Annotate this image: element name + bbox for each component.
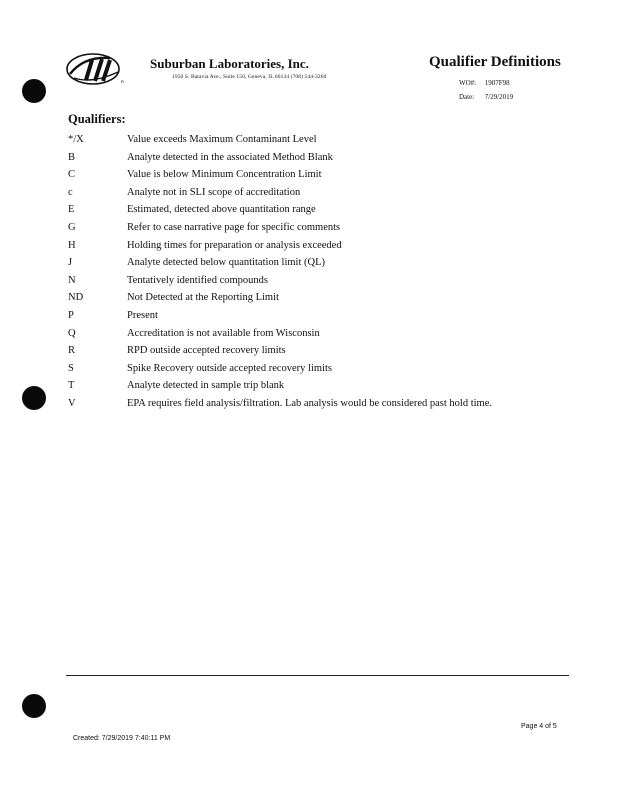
qualifiers-heading: Qualifiers: [68,112,126,126]
work-order-value: 1907F98 [484,79,510,87]
qualifier-row [68,254,492,272]
qualifier-description: EPA requires field analysis/filtration. Lab analysis would be considered past hold time. [127,397,492,409]
work-order-label: WO#: [459,79,477,87]
qualifier-code: */X [68,134,84,145]
company-name: Suburban Laboratories, Inc. [150,56,309,71]
qualifier-description: Tentatively identified compounds [127,274,268,286]
qualifier-row [68,149,492,167]
qualifier-description: Refer to case narrative page for specific comments [127,221,341,233]
qualifier-description: Analyte detected below quantitation limit (QL) [127,257,325,269]
date-value: 7/29/2019 [484,93,514,101]
qualifier-code: R [68,345,76,357]
qualifier-code: c [68,186,73,198]
qualifier-code: J [68,257,73,269]
date-row [459,93,513,101]
qualifier-code: H [68,239,76,251]
qualifier-row [68,360,492,378]
qualifier-description: Analyte detected in sample trip blank [127,380,285,392]
qualifier-code: T [68,380,75,392]
qualifier-row [68,219,492,237]
work-order-row [459,79,510,87]
footer-divider [66,675,569,676]
qualifier-row [68,184,492,202]
qualifier-description: Value is below Minimum Concentration Limit [127,169,322,181]
qualifier-code: E [68,204,75,216]
qualifier-row [68,289,492,307]
qualifier-description: Not Detected at the Reporting Limit [127,292,279,304]
company-logo [66,52,128,86]
punch-hole-middle [22,386,46,410]
qualifier-row [68,377,492,395]
document-title: Qualifier Definitions [429,54,561,70]
qualifier-description: Analyte not in SLI scope of accreditation [127,186,301,198]
qualifier-row [68,131,492,149]
qualifier-code: S [68,362,74,374]
qualifier-row [68,237,492,255]
created-timestamp: Created: 7/29/2019 7:40:11 PM [73,735,171,742]
qualifier-description: Holding times for preparation or analysis exceeded [127,239,342,251]
qualifier-code: B [68,151,76,163]
qualifier-code: G [68,221,76,233]
punch-hole-bottom [22,694,46,718]
qualifier-code: Q [68,327,76,339]
qualifier-row [68,166,492,184]
page-number: Page 4 of 5 [521,723,557,730]
qualifier-list [68,131,492,413]
date-label: Date: [459,93,475,101]
qualifier-row [68,395,492,413]
svg-text:R: R [121,79,124,84]
qualifier-code: V [68,397,76,409]
qualifier-code: C [68,169,76,181]
qualifier-code: N [68,274,76,286]
qualifier-row [68,325,492,343]
qualifier-description: Analyte detected in the associated Method Blank [127,151,333,163]
qualifier-description: Spike Recovery outside accepted recovery limits [127,362,332,374]
qualifier-code: ND [68,292,84,304]
punch-hole-top [22,79,46,103]
qualifier-description: Value exceeds Maximum Contaminant Level [127,134,317,145]
company-address: 1950 S. Batavia Ave., Suite 150, Geneva, IL 60134 (708) 544-3260 [172,74,327,80]
qualifier-row [68,307,492,325]
qualifier-description: Accreditation is not available from Wisconsin [127,327,320,339]
qualifier-code: P [68,309,74,321]
qualifier-row [68,272,492,290]
qualifier-description: RPD outside accepted recovery limits [127,345,286,357]
qualifier-row [68,201,492,219]
qualifier-description: Present [127,309,158,321]
qualifier-description: Estimated, detected above quantitation range [127,204,316,216]
qualifier-row [68,342,492,360]
